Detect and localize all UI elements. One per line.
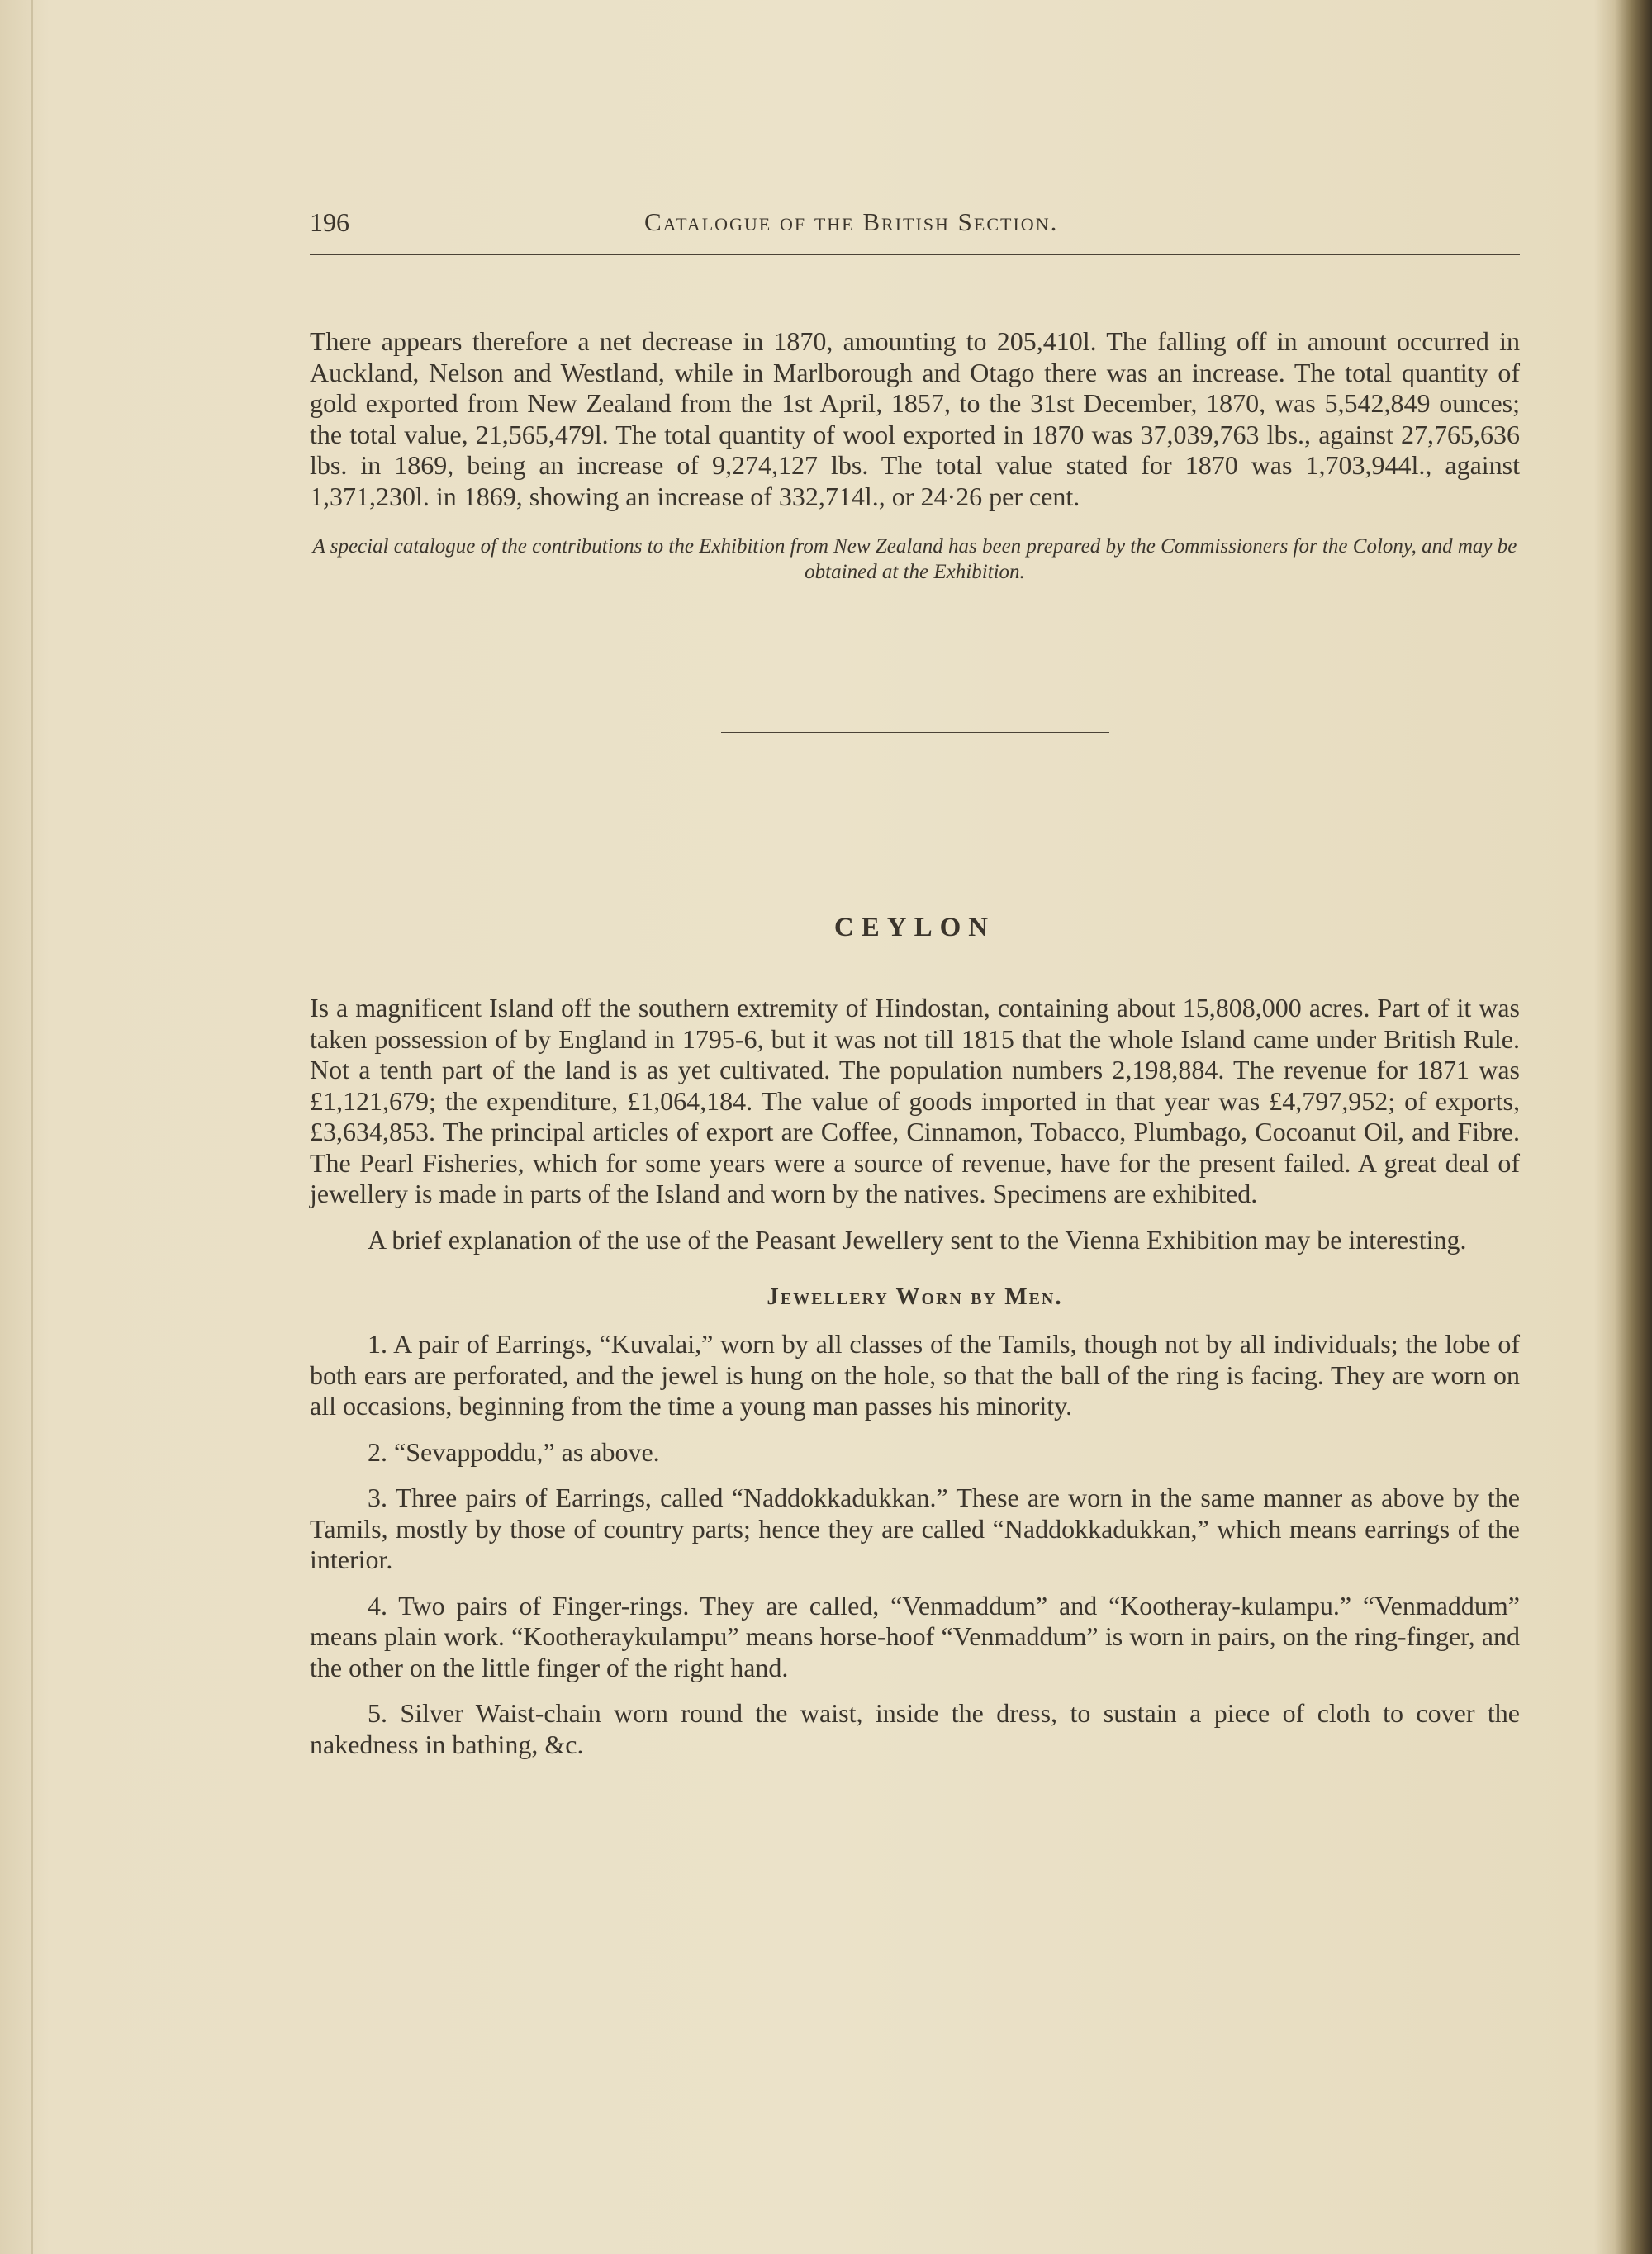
ceylon-brief-paragraph: A brief explanation of the use of the Peasant Jewellery sent to the Vienna Exhibition may be interesting. [368, 1224, 1467, 1255]
header-rule [310, 254, 1520, 255]
list-item: 4. Two pairs of Finger-rings. They are called, “Venmaddum” and “Kootheray-kulampu.” “Venmaddum” means plain work. “Kootheraykulampu” means horse-hoof “Venmaddum” is worn in pairs, on the ring-finger, and the other on the little finger of the right hand. [310, 1590, 1520, 1682]
section-title-ceylon: CEYLON [833, 913, 996, 942]
list-item: 2. “Sevappoddu,” as above. [368, 1436, 660, 1467]
page-header [310, 202, 1520, 244]
ceylon-intro-paragraph: Is a magnificent Island off the southern extremity of Hindostan, containing about 15,808,000 acres. Part of it was taken possession of by England in 1795-6, but it was not till 1815 that the whole Island came under British Rule. Not a tenth part of the land is as yet cultivated. The population numbers 2,198,884. The revenue for 1871 was £1,121,679; the expenditure, £1,064,184. The value of goods imported in that year was £4,797,952; of exports, £3,634,853. The principal articles of export are Coffee, Cinnamon, Tobacco, Plumbago, Cocoanut Oil, and Fibre. The Pearl Fisheries, which for some years were a source of revenue, have for the present failed. A great deal of jewellery is made in parts of the Island and worn by the natives. Specimens are exhibited. [310, 993, 1520, 1208]
section-divider [721, 732, 1109, 733]
list-item: 3. Three pairs of Earrings, called “Naddokkadukkan.” These are worn in the same manner as above by the Tamils, mostly by those of country parts; hence they are called “Naddokkadukkan,” which means earrings of the interior. [310, 1483, 1520, 1574]
list-item: 5. Silver Waist-chain worn round the waist, inside the dress, to sustain a piece of cloth to cover the nakedness in bathing, &c. [310, 1698, 1520, 1759]
running-head: Catalogue of the British Section. [644, 207, 1059, 236]
page-number: 196 [310, 207, 349, 237]
page-edge-line [31, 0, 33, 2254]
subheading-jewellery-men: Jewellery Worn by Men. [767, 1284, 1063, 1310]
new-zealand-paragraph: There appears therefore a net decrease in 1870, amounting to 205,410l. The falling off in amount occurred in Auckland, Nelson and Westland, while in Marlborough and Otago there was an increase. The total quantity of gold exported from New Zealand from the 1st April, 1857, to the 31st December, 1870, was 5,542,849 ounces; the total value, 21,565,479l. The total quantity of wool exported in 1870 was 37,039,763 lbs., against 27,765,636 lbs. in 1869, being an increase of 9,274,127 lbs. The total value stated for 1870 was 1,703,944l., against 1,371,230l. in 1869, showing an increase of 332,714l., or 24·26 per cent. [310, 326, 1520, 511]
list-item: 1. A pair of Earrings, “Kuvalai,” worn by all classes of the Tamils, though not by all individuals; the lobe of both ears are perforated, and the jewel is hung on the hole, so that the ball of the ring is facing. They are worn on all occasions, beginning from the time a young man passes his minority. [310, 1329, 1520, 1421]
page-content [310, 202, 1520, 1760]
special-catalogue-note: A special catalogue of the contributions to the Exhibition from New Zealand has been prepared by the Commissioners for the Colony, and may be obtained at the Exhibition. [312, 535, 1517, 583]
